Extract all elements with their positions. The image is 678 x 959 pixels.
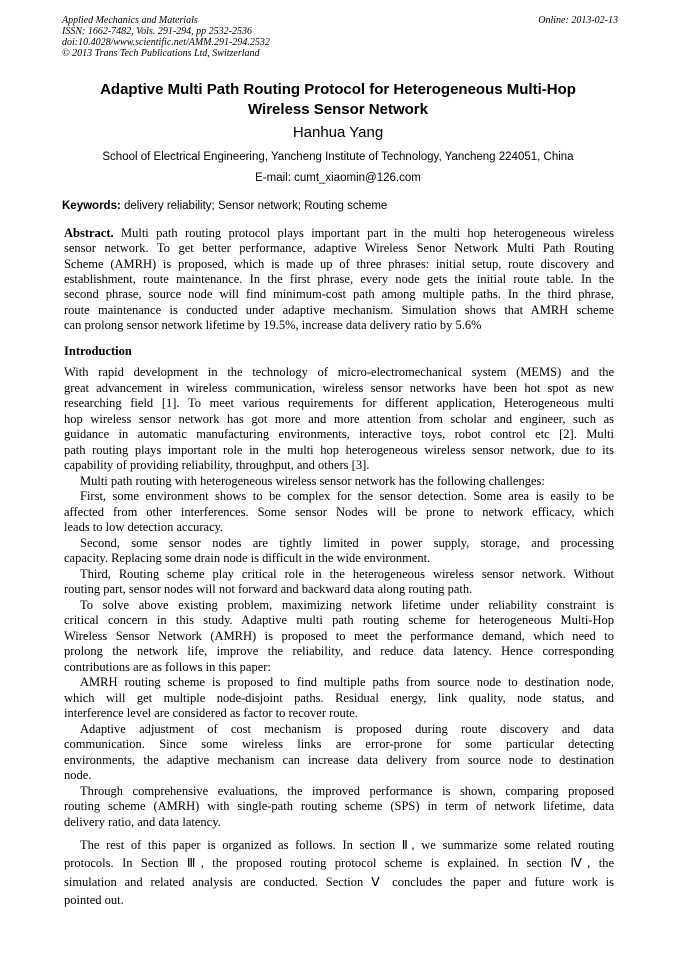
body-line: First, some environment shows to be complex for the sensor detection. Some area is easily to be <box>80 489 614 503</box>
abstract-line: establishment, route maintenance. In the first phrase, every node gets the initial route table. In the <box>64 272 614 286</box>
body-line: capacity. Replacing some drain node is difficult in the wide environment. <box>64 551 431 565</box>
abstract-line: can prolong sensor network lifetime by 19.5%, increase data delivery ratio by 5.6% <box>64 318 482 332</box>
author-name: Hanhua Yang <box>292 124 384 141</box>
body-line: protocols. In Section Ⅲ, the proposed routing protocol scheme is explained. In section Ⅳ, the <box>64 856 614 870</box>
copyright-line: © 2013 Trans Tech Publications Ltd, Switzerland <box>62 48 260 59</box>
body-line: interference level are considered as factor to recover route. <box>64 706 358 720</box>
body-line: hop wireless sensor network has got more and more attention from scholar and engineer, such as <box>64 412 614 426</box>
author-email: E-mail: cumt_xiaomin@126.com <box>255 172 421 184</box>
keywords-text: delivery reliability; Sensor network; Routing scheme <box>120 200 388 212</box>
section-heading-introduction: Introduction <box>64 344 132 358</box>
body-line: critical concern in this study. Adaptive multi path routing scheme for heterogeneous Multi-Hop <box>64 613 614 627</box>
online-date: Online: 2013-02-13 <box>538 15 618 26</box>
body-line: pointed out. <box>64 893 124 907</box>
keywords-label: Keywords: <box>62 200 121 212</box>
body-line: path routing plays important role in the multi hop heterogeneous wireless sensor network, due to its <box>64 443 614 457</box>
body-line: delivery ratio, and data latency. <box>64 815 221 829</box>
body-line: node. <box>64 768 92 782</box>
doi-line: doi:10.4028/www.scientific.net/AMM.291-294.2532 <box>62 37 270 48</box>
body-line: AMRH routing scheme is proposed to find multiple paths from source node to destination node, <box>80 675 614 689</box>
body-line: leads to low detection accuracy. <box>64 520 224 534</box>
body-line: environments, the adaptive mechanism can increase data delivery from source node to destination <box>64 753 614 767</box>
body-line: Third, Routing scheme play critical role in the heterogeneous wireless sensor network. Without <box>80 567 614 581</box>
abstract-line: route maintenance is conducted under adaptive mechanism. Simulation shows that AMRH scheme <box>64 303 614 317</box>
body-line: Multi path routing with heterogeneous wireless sensor network has the following challenges: <box>80 474 545 488</box>
title-line-2: Wireless Sensor Network <box>248 101 428 118</box>
body-line: great advancement in wireless communication, wireless sensor networks have been hot spot as new <box>64 381 614 395</box>
body-line: With rapid development in the technology of micro-electromechanical system (MEMS) and the <box>64 365 614 379</box>
body-line: contributions are as follows in this paper: <box>64 660 271 674</box>
body-line: guidance in automatic manufacturing environments, interactive toys, robot control etc [2]. Multi <box>64 427 614 441</box>
abstract-label: Abstract. <box>64 226 114 240</box>
body-line: communication. Since some wireless links are error-prone for some particular detecting <box>64 737 614 751</box>
paper-title <box>62 80 614 120</box>
keywords <box>62 199 614 213</box>
body-line: Through comprehensive evaluations, the improved performance is shown, comparing proposed <box>80 784 614 798</box>
body-line: routing part, sensor nodes will not forward and backward data along routing path. <box>64 582 473 596</box>
body-line: routing scheme (AMRH) with single-path routing scheme (SPS) in term of network lifetime, data <box>64 799 614 813</box>
body-line: simulation and related analysis are conducted. Section Ⅴ concludes the paper and future work is <box>64 875 614 889</box>
abstract-line: second phrase, source node will find minimum-cost path among multiple paths. In the third phrase, <box>64 287 614 301</box>
journal-name: Applied Mechanics and Materials <box>62 15 198 26</box>
body-line: To solve above existing problem, maximizing network lifetime under reliability constraint is <box>80 598 614 612</box>
title-line-1: Adaptive Multi Path Routing Protocol for Heterogeneous Multi-Hop <box>100 81 576 98</box>
issn-line: ISSN: 1662-7482, Vols. 291-294, pp 2532-2536 <box>62 26 252 37</box>
affiliation: School of Electrical Engineering, Yancheng Institute of Technology, Yancheng 224051, China <box>102 151 574 163</box>
body-line: prolong the network life, improve the reliability, and reduce data latency. Hence corresponding <box>64 644 614 658</box>
body-line: affected from other interferences. Some sensor Nodes will be prone to network efficacy, which <box>64 505 614 519</box>
body-line: researching field [1]. To meet various requirements for different application, Heterogeneous multi <box>64 396 614 410</box>
abstract-line: sensor network. To get better performance, adaptive Wireless Senor Network Multi Path Routing <box>64 241 614 255</box>
body-line: capability of providing reliability, throughput, and others [3]. <box>64 458 370 472</box>
body-line: Adaptive adjustment of cost mechanism is proposed during route discovery and data <box>80 722 614 736</box>
body-line: The rest of this paper is organized as follows. In section Ⅱ, we summarize some related routing <box>80 838 614 852</box>
body-line: Wireless Sensor Network (AMRH) is proposed to meet the performance demand, which need to <box>64 629 614 643</box>
body-line: which will get multiple node-disjoint paths. Residual energy, link quality, node status, and <box>64 691 614 705</box>
abstract-line: Abstract. Multi path routing protocol plays important part in the multi hop heterogeneous wireless <box>64 226 614 240</box>
body-line: Second, some sensor nodes are tightly limited in power supply, storage, and processing <box>80 536 614 550</box>
abstract-line: Scheme (AMRH) is proposed, which is made up of three phrases: initial setup, route discovery and <box>64 257 614 271</box>
